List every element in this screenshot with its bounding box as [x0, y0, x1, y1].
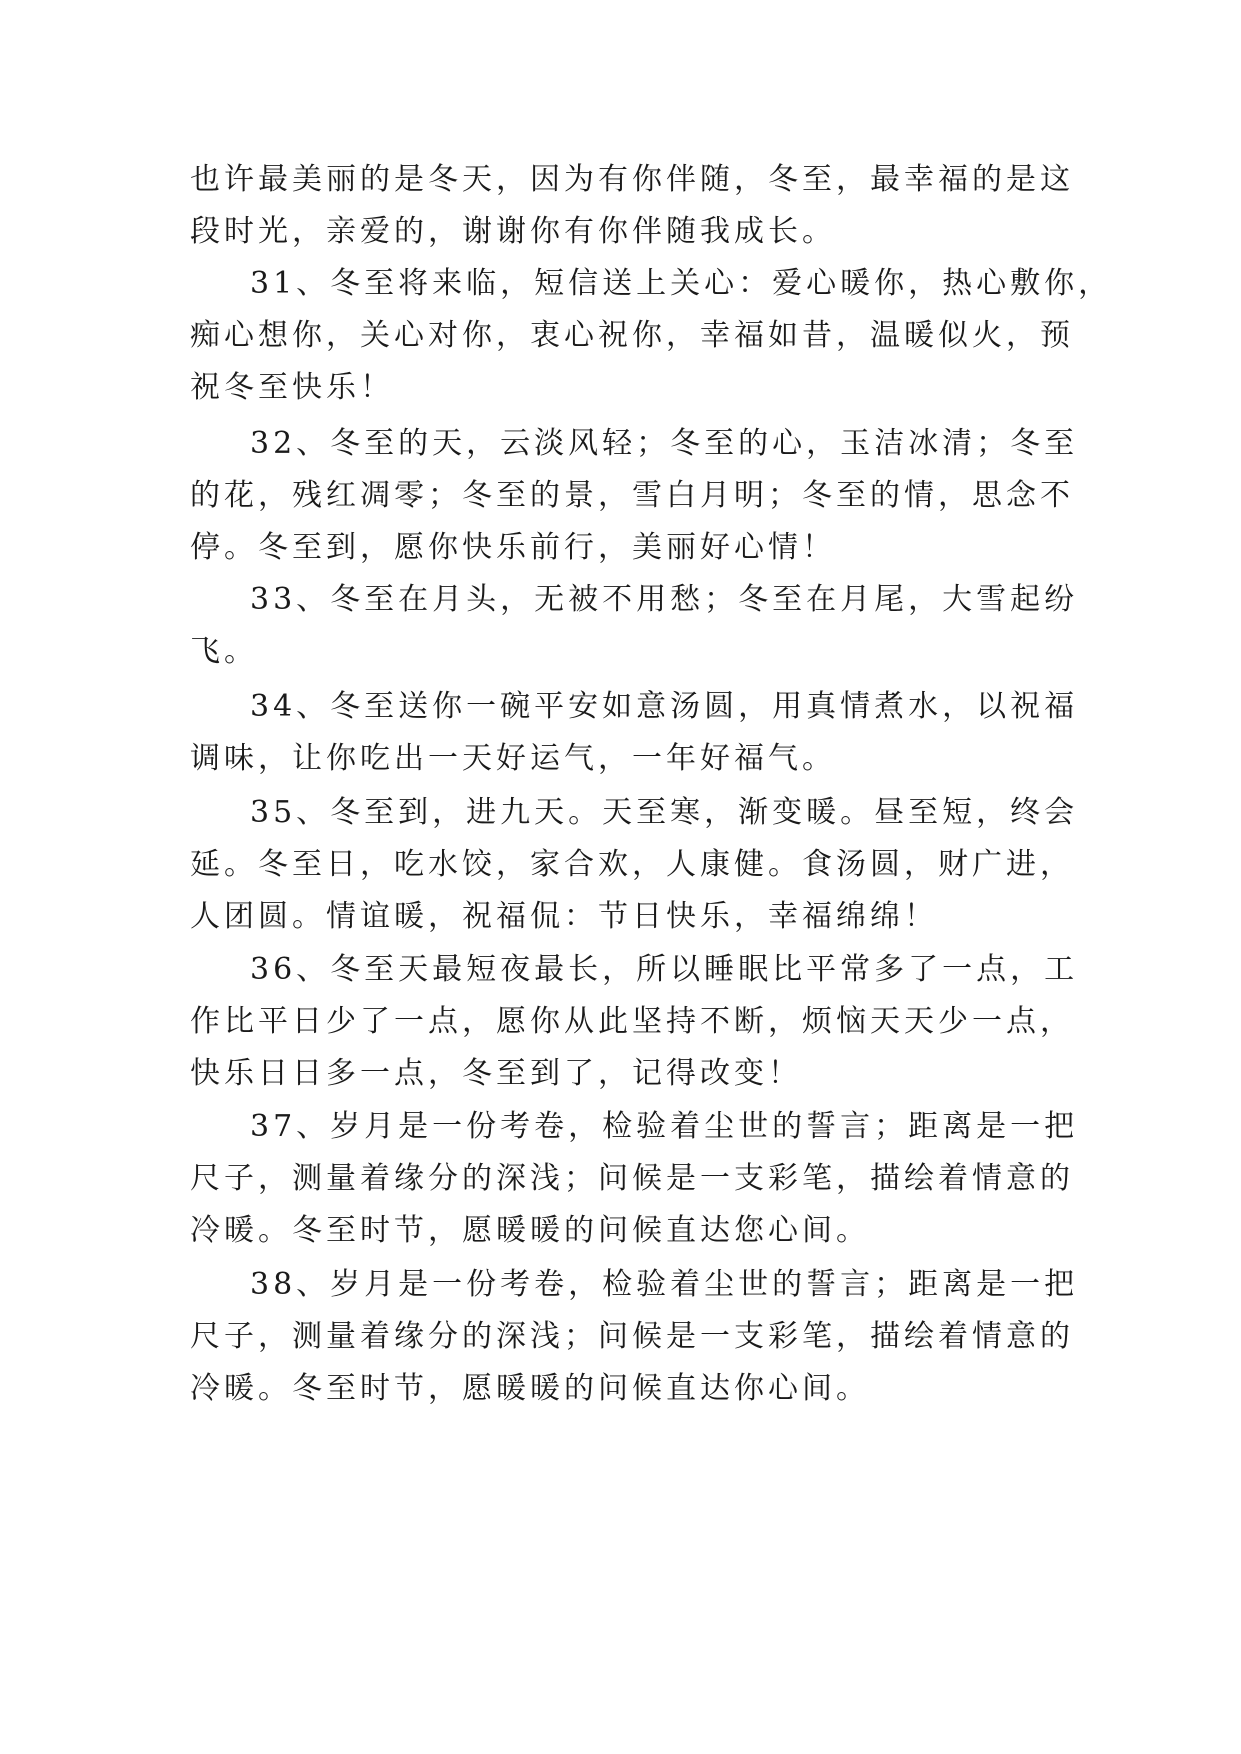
- paragraph-37-line: 37、岁月是一份考卷，检验着尘世的誓言；距离是一把: [250, 1109, 1079, 1144]
- text-line: 祝冬至快乐！: [190, 370, 394, 405]
- paragraph-38-line: 38、岁月是一份考卷，检验着尘世的誓言；距离是一把: [250, 1267, 1079, 1302]
- text-line: 也许最美丽的是冬天，因为有你伴随，冬至，最幸福的是这: [190, 162, 1074, 197]
- paragraph-34-line: 34、冬至送你一碗平安如意汤圆，用真情煮水，以祝福: [250, 689, 1079, 724]
- paragraph-36-line: 36、冬至天最短夜最长，所以睡眠比平常多了一点，工: [250, 952, 1079, 987]
- text-line: 停。冬至到，愿你快乐前行，美丽好心情！: [190, 530, 836, 565]
- text-line: 尺子，测量着缘分的深浅；问候是一支彩笔，描绘着情意的: [190, 1319, 1074, 1354]
- text-line: 调味，让你吃出一天好运气，一年好福气。: [190, 741, 836, 776]
- text-line: 延。冬至日，吃水饺，家合欢，人康健。食汤圆，财广进，: [190, 847, 1074, 882]
- text-line: 飞。: [190, 634, 258, 669]
- text-line: 作比平日少了一点，愿你从此坚持不断，烦恼天天少一点，: [190, 1004, 1074, 1039]
- text-line: 快乐日日多一点，冬至到了，记得改变！: [190, 1056, 802, 1091]
- text-line: 冷暖。冬至时节，愿暖暖的问候直达您心间。: [190, 1213, 870, 1248]
- text-line: 的花，残红凋零；冬至的景，雪白月明；冬至的情，思念不: [190, 478, 1074, 513]
- paragraph-33-line: 33、冬至在月头，无被不用愁；冬至在月尾，大雪起纷: [250, 582, 1079, 617]
- paragraph-32-line: 32、冬至的天，云淡风轻；冬至的心，玉洁冰清；冬至: [250, 426, 1079, 461]
- paragraph-31-line: 31、冬至将来临，短信送上关心：爱心暖你，热心敷你，: [250, 266, 1113, 301]
- text-line: 冷暖。冬至时节，愿暖暖的问候直达你心间。: [190, 1371, 870, 1406]
- text-line: 痴心想你，关心对你，衷心祝你，幸福如昔，温暖似火，预: [190, 318, 1074, 353]
- text-line: 段时光，亲爱的，谢谢你有你伴随我成长。: [190, 214, 836, 249]
- text-line: 尺子，测量着缘分的深浅；问候是一支彩笔，描绘着情意的: [190, 1161, 1074, 1196]
- paragraph-35-line: 35、冬至到，进九天。天至寒，渐变暖。昼至短，终会: [250, 795, 1079, 830]
- text-line: 人团圆。情谊暖，祝福侃：节日快乐，幸福绵绵！: [190, 899, 938, 934]
